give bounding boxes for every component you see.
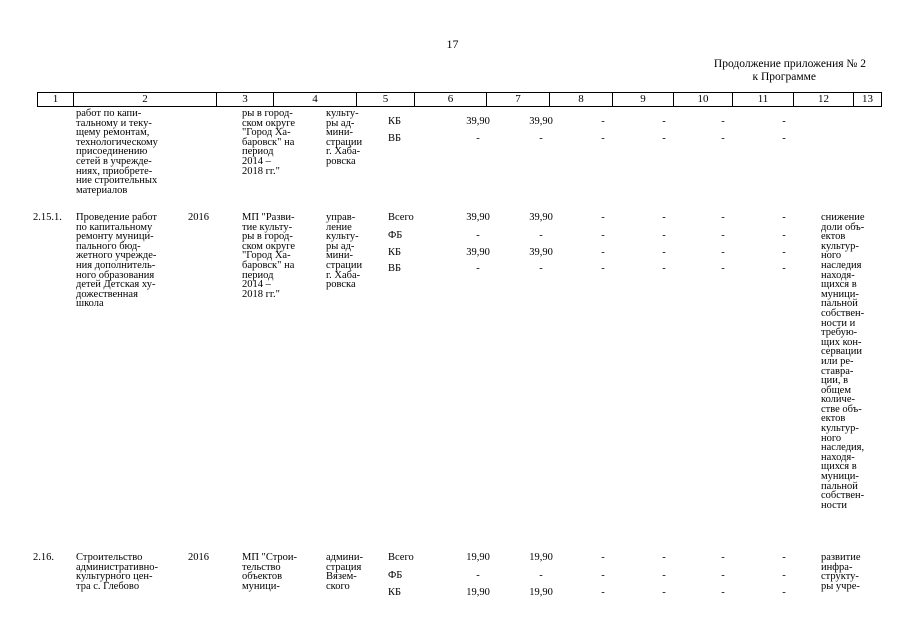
funding-source: ВБ xyxy=(388,133,402,144)
value-col8: 19,90 xyxy=(529,587,553,598)
value-col9: - xyxy=(601,570,605,581)
value-col11: - xyxy=(721,230,725,241)
value-col12: - xyxy=(782,587,786,598)
value-col8: 19,90 xyxy=(529,552,553,563)
value-col9: - xyxy=(601,263,605,274)
value-col7: - xyxy=(476,570,480,581)
column-header: 2 xyxy=(74,93,217,106)
block2-program: МП "Разви- тие культу- ры в город- ском округе "Город Ха- баровск" на период 2014 – 2018 гг." xyxy=(242,212,296,300)
value-col10: - xyxy=(662,570,666,581)
value-col10: - xyxy=(662,116,666,127)
block2-number: 2.15.1. xyxy=(33,212,62,223)
value-col12: - xyxy=(782,570,786,581)
column-header: 12 xyxy=(794,93,854,106)
value-col9: - xyxy=(601,230,605,241)
value-col12: - xyxy=(782,116,786,127)
funding-source: ФБ xyxy=(388,230,403,241)
value-col8: - xyxy=(539,133,543,144)
value-col10: - xyxy=(662,552,666,563)
value-col8: - xyxy=(539,263,543,274)
block3-program: МП "Строи- тельство объектов муници- xyxy=(242,552,298,592)
block1-executor: культу- ры ад- мини- страции г. Хаба- ровска xyxy=(326,108,363,167)
value-col11: - xyxy=(721,212,725,223)
value-col7: 39,90 xyxy=(466,247,490,258)
funding-source: Всего xyxy=(388,212,414,223)
block2-year: 2016 xyxy=(188,212,209,223)
block3-executor: админи- страция Вязем- ского xyxy=(326,552,364,592)
column-header: 11 xyxy=(733,93,794,106)
value-col9: - xyxy=(601,212,605,223)
column-header: 9 xyxy=(613,93,674,106)
value-col9: - xyxy=(601,587,605,598)
block1-program: ры в город- ском округе "Город Ха- баровск" на период 2014 – 2018 гг." xyxy=(242,108,296,177)
column-header: 10 xyxy=(674,93,733,106)
value-col11: - xyxy=(721,247,725,258)
value-col7: - xyxy=(476,133,480,144)
value-col7: 39,90 xyxy=(466,212,490,223)
value-col12: - xyxy=(782,212,786,223)
value-col11: - xyxy=(721,570,725,581)
value-col10: - xyxy=(662,247,666,258)
funding-source: КБ xyxy=(388,247,402,258)
value-col8: - xyxy=(539,570,543,581)
page-number: 17 xyxy=(446,37,459,51)
value-col8: 39,90 xyxy=(529,116,553,127)
funding-source: ФБ xyxy=(388,570,403,581)
value-col9: - xyxy=(601,552,605,563)
value-col10: - xyxy=(662,133,666,144)
value-col10: - xyxy=(662,212,666,223)
value-col9: - xyxy=(601,247,605,258)
value-col11: - xyxy=(721,116,725,127)
value-col7: 19,90 xyxy=(466,587,490,598)
column-header: 3 xyxy=(217,93,274,106)
column-header: 1 xyxy=(38,93,74,106)
value-col11: - xyxy=(721,552,725,563)
value-col8: 39,90 xyxy=(529,212,553,223)
value-col12: - xyxy=(782,263,786,274)
value-col10: - xyxy=(662,587,666,598)
column-header: 13 xyxy=(862,93,873,105)
block2-indicator: снижение доли объ- ектов культур- ного наследия находя- щихся в муници- пальной собствен- ности и требую- щих кон- сервации или ре- ставра- ции, в общем количе- стве объ- ектов культур- ного наследия, находя- щихся в муници- пальной собствен- ности xyxy=(821,212,865,511)
value-col11: - xyxy=(721,133,725,144)
funding-source: КБ xyxy=(388,116,402,127)
value-col11: - xyxy=(721,263,725,274)
value-col12: - xyxy=(782,230,786,241)
column-header: 6 xyxy=(415,93,487,106)
value-col7: - xyxy=(476,263,480,274)
block3-number: 2.16. xyxy=(33,552,54,563)
value-col8: 39,90 xyxy=(529,247,553,258)
value-col7: 39,90 xyxy=(466,116,490,127)
continuation-note xyxy=(620,58,866,84)
value-col10: - xyxy=(662,263,666,274)
value-col8: - xyxy=(539,230,543,241)
column-header: 5 xyxy=(357,93,415,106)
continuation-line-2: к Программе xyxy=(752,71,816,83)
block3-name: Строительство административно- культурного цен- тра с. Глебово xyxy=(76,552,159,592)
block1-name: работ по капи- тальному и теку- щему ремонтам, технологическому присоединению сетей в учрежде- ниях, приобрете- ние строительных материалов xyxy=(76,108,158,196)
block3-indicator: развитие инфра- структу- ры учре- xyxy=(821,552,861,592)
value-col11: - xyxy=(721,587,725,598)
value-col9: - xyxy=(601,133,605,144)
continuation-line-1: Продолжение приложения № 2 xyxy=(713,58,866,70)
block3-year: 2016 xyxy=(188,552,209,563)
table-header-row xyxy=(37,92,882,107)
column-header: 7 xyxy=(487,93,550,106)
value-col7: 19,90 xyxy=(466,552,490,563)
column-header: 4 xyxy=(274,93,357,106)
value-col10: - xyxy=(662,230,666,241)
block2-name: Проведение работ по капитальному ремонту муници- пального бюд- жетного учрежде- ния дополнитель- ного образования детей Детская ху- дожественная школа xyxy=(76,212,157,310)
value-col12: - xyxy=(782,247,786,258)
block2-executor: управ- ление культу- ры ад- мини- страции г. Хаба- ровска xyxy=(326,212,363,291)
value-col7: - xyxy=(476,230,480,241)
value-col9: - xyxy=(601,116,605,127)
value-col12: - xyxy=(782,133,786,144)
value-col12: - xyxy=(782,552,786,563)
funding-source: КБ xyxy=(388,587,402,598)
funding-source: Всего xyxy=(388,552,414,563)
funding-source: ВБ xyxy=(388,263,402,274)
column-header: 8 xyxy=(550,93,613,106)
